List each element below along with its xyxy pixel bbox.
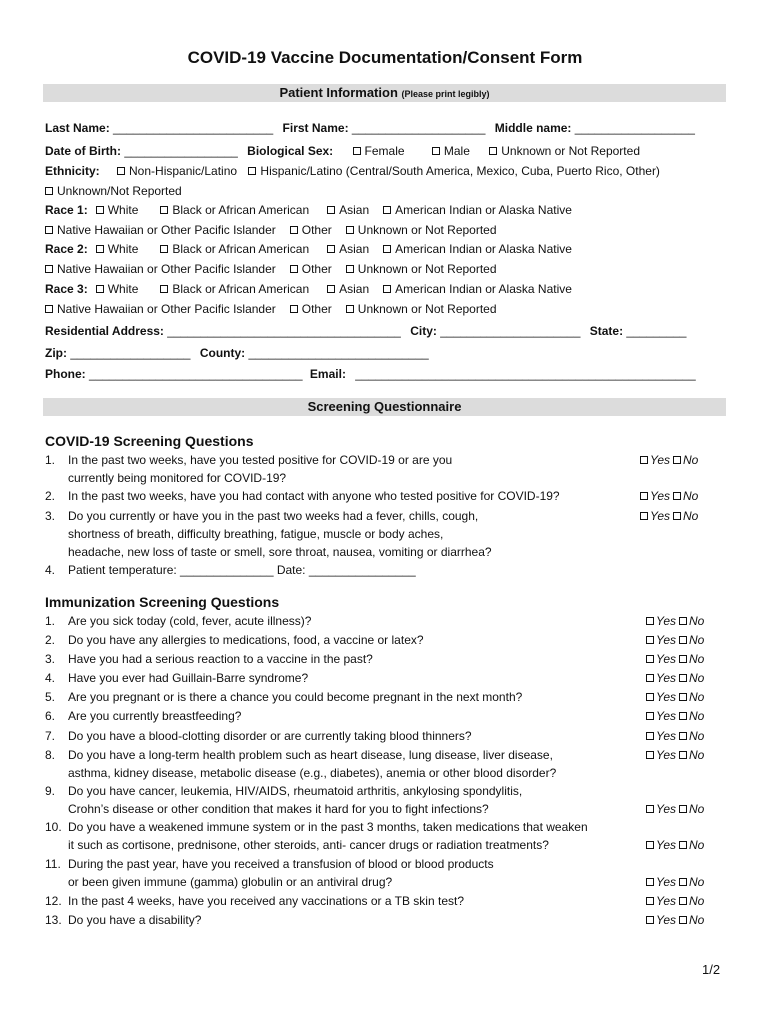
city-label: City: [410,324,437,338]
question-text: Do you have a long-term health problem such as heart disease, lung disease, liver disease, [68,748,553,762]
race-option[interactable] [290,262,332,276]
checkbox-icon [640,456,648,464]
race-option[interactable] [346,223,497,237]
question-text: During the past year, have you received a transfusion of blood or blood products [68,857,494,871]
question-text: or been given immune (gamma) globulin or an antiviral drug? [68,875,393,889]
address-field[interactable]: ___________________________________ [167,324,401,338]
no-option[interactable] [679,802,704,816]
race-option-label: Native Hawaiian or Other Pacific Islander [57,302,276,316]
yes-option[interactable] [640,509,670,523]
ethnicity-option-unknown[interactable] [45,184,182,198]
yes-label: Yes [650,509,671,523]
yes-no-options [646,709,704,723]
yes-label: Yes [656,614,677,628]
yes-label: Yes [656,913,677,927]
checkbox-icon [673,456,681,464]
question-text: Patient temperature: ______________ Date: ________________ [68,563,416,577]
race-option[interactable] [160,203,309,217]
question-text: headache, new loss of taste or smell, sore throat, nausea, vomiting or diarrhea? [68,545,492,559]
race-option[interactable] [45,223,276,237]
ethnicity-option-label: Non-Hispanic/Latino [129,164,238,178]
screening-header-text: Screening Questionnaire [307,399,462,414]
no-label: No [683,509,699,523]
race-option[interactable] [327,203,369,217]
yes-label: Yes [656,748,677,762]
race-option[interactable] [346,262,497,276]
checkbox-icon [383,206,391,214]
checkbox-icon [327,206,335,214]
yes-no-options [646,802,704,816]
checkbox-icon [45,226,53,234]
question-text: Do you currently or have you in the past two weeks had a fever, chills, cough, [68,509,479,523]
yes-label: Yes [656,709,677,723]
checkbox-icon [646,916,654,924]
question-number: 2. [45,633,56,647]
no-label: No [689,875,705,889]
race-option-label: American Indian or Alaska Native [395,203,572,217]
question-number: 4. [45,563,56,577]
no-label: No [689,913,705,927]
race-option-label: Black or African American [172,282,310,296]
race-option[interactable] [290,302,332,316]
race-option-label: Native Hawaiian or Other Pacific Islander [57,262,276,276]
question-number: 9. [45,784,56,798]
yes-option[interactable] [640,489,670,503]
no-label: No [689,671,705,685]
checkbox-icon [646,636,654,644]
yes-option[interactable] [646,633,676,647]
checkbox-icon [646,732,654,740]
yes-label: Yes [656,690,677,704]
first-name-field[interactable]: ____________________ [351,121,486,135]
yes-no-options [640,453,698,467]
checkbox-icon [327,285,335,293]
checkbox-icon [679,751,687,759]
question-text: In the past two weeks, have you tested positive for COVID-19 or are you [68,453,453,467]
race-row [45,242,572,256]
yes-label: Yes [650,453,671,467]
checkbox-icon [346,265,354,273]
yes-option[interactable] [646,748,676,762]
patient-info-header [43,84,726,102]
phone-label: Phone: [45,367,86,381]
ethnicity-option-label: Unknown/Not Reported [57,184,182,198]
question-text: In the past two weeks, have you had contact with anyone who tested positive for COVID-19? [68,489,560,503]
race-option[interactable] [327,242,369,256]
race-option-label: Other [301,223,332,237]
race-option-label: Unknown or Not Reported [357,262,497,276]
covid-section-title: COVID-19 Screening Questions [45,433,254,449]
checkbox-icon [432,147,440,155]
checkbox-icon [679,693,687,701]
question-number: 10. [45,820,62,834]
question-number: 7. [45,729,56,743]
yes-label: Yes [656,802,677,816]
race-label: Race 2: [45,242,88,256]
question-text: In the past 4 weeks, have you received any vaccinations or a TB skin test? [68,894,464,908]
yes-option[interactable] [646,729,676,743]
yes-no-options [646,614,704,628]
email-label: Email: [309,367,346,381]
race-option-label: White [107,242,139,256]
ethnicity-label: Ethnicity: [45,164,100,178]
checkbox-icon [160,245,168,253]
yes-no-options [640,509,698,523]
phone-field[interactable]: ________________________________ [89,367,303,381]
no-option[interactable] [679,709,704,723]
yes-option[interactable] [646,709,676,723]
form-title: COVID-19 Vaccine Documentation/Consent Form [187,48,583,67]
question-text: currently being monitored for COVID-19? [68,471,287,485]
race-option[interactable] [160,242,309,256]
sex-option-label: Male [443,144,470,158]
question-text: Are you pregnant or is there a chance you could become pregnant in the next month? [68,690,523,704]
race-option-label: White [107,203,139,217]
checkbox-icon [290,226,298,234]
yes-no-options [646,875,704,889]
question-number: 11. [45,857,61,871]
checkbox-icon [679,674,687,682]
phone-row [45,367,696,381]
checkbox-icon [290,265,298,273]
race-option-label: Other [301,302,332,316]
checkbox-icon [646,878,654,886]
no-option[interactable] [679,652,704,666]
race-option[interactable] [45,302,276,316]
checkbox-icon [248,167,256,175]
question-number: 3. [45,509,56,523]
county-label: County: [199,346,246,360]
question-text: Have you ever had Guillain-Barre syndrome? [68,671,309,685]
checkbox-icon [327,245,335,253]
question-number: 2. [45,489,56,503]
yes-no-options [646,652,704,666]
sex-option-label: Unknown or Not Reported [501,144,640,158]
no-option[interactable] [673,509,698,523]
checkbox-icon [346,226,354,234]
race-option-label: Black or African American [172,242,310,256]
yes-label: Yes [656,729,677,743]
race-option[interactable] [45,262,276,276]
question-number: 6. [45,709,56,723]
no-option[interactable] [679,614,704,628]
yes-no-options [646,690,704,704]
question-text: Crohn’s disease or other condition that makes it hard for you to fight infections? [68,802,489,816]
no-option[interactable] [679,913,704,927]
yes-option[interactable] [640,453,670,467]
no-label: No [689,633,705,647]
race-label: Race 3: [45,282,88,296]
question-text: Are you sick today (cold, fever, acute illness)? [68,614,312,628]
race-row [45,203,572,217]
question-number: 13. [45,913,62,927]
checkbox-icon [679,732,687,740]
yes-option[interactable] [646,652,676,666]
email-field[interactable]: ___________________________________________________ [355,367,696,381]
race-row-continued [45,262,497,276]
checkbox-icon [160,206,168,214]
race-option-label: Unknown or Not Reported [357,223,497,237]
first-name-label: First Name: [282,121,349,135]
race-option-label: Asian [339,282,370,296]
page-number: 1/2 [702,962,721,977]
race-option-label: Other [301,262,332,276]
last-name-field[interactable]: ________________________ [113,121,274,135]
no-option[interactable] [679,875,704,889]
no-label: No [689,748,705,762]
dob-label: Date of Birth: [45,144,121,158]
checkbox-icon [640,492,648,500]
race-option[interactable] [290,223,332,237]
sex-option-female[interactable] [353,144,405,158]
sex-option-label: Female [364,144,405,158]
yes-option[interactable] [646,838,676,852]
address-label: Residential Address: [45,324,164,338]
checkbox-icon [353,147,361,155]
patient-info-header-text: Patient Information [279,85,398,100]
yes-no-options [646,748,704,762]
no-label: No [689,690,705,704]
checkbox-icon [96,285,104,293]
last-name-label: Last Name: [45,121,110,135]
no-option[interactable] [679,729,704,743]
yes-label: Yes [656,633,677,647]
city-field[interactable]: _____________________ [440,324,581,338]
race-option-label: Native Hawaiian or Other Pacific Islander [57,223,276,237]
yes-option[interactable] [646,690,676,704]
ethnicity-option-label: Hispanic/Latino (Central/South America, Mexico, Cuba, Puerto Rico, Other) [260,164,660,178]
race-option[interactable] [383,203,572,217]
race-option[interactable] [383,282,572,296]
immunization-section-title: Immunization Screening Questions [45,594,280,610]
question-text: Do you have a blood-clotting disorder or are currently taking blood thinners? [68,729,472,743]
checkbox-icon [679,712,687,720]
question-text: Do you have a weakened immune system or in the past 3 months, taken medications that weaken [68,820,588,834]
race-option-label: American Indian or Alaska Native [395,242,572,256]
checkbox-icon [45,265,53,273]
question-number: 8. [45,748,56,762]
middle-name-label: Middle name: [494,121,572,135]
ethnicity-option-hispanic[interactable] [248,164,660,178]
question-text: Do you have cancer, leukemia, HIV/AIDS, rheumatoid arthritis, ankylosing spondylitis, [68,784,523,798]
checkbox-icon [346,305,354,313]
checkbox-icon [679,897,687,905]
yes-option[interactable] [646,802,676,816]
race-option-label: Asian [339,242,370,256]
yes-no-options [646,894,704,908]
dob-field[interactable]: _________________ [124,144,238,158]
sex-option-unknown[interactable] [489,144,640,158]
checkbox-icon [679,878,687,886]
no-label: No [689,652,705,666]
zip-row [45,346,429,360]
question-number: 1. [45,614,56,628]
yes-label: Yes [656,652,677,666]
race-option-label: Unknown or Not Reported [357,302,497,316]
race-option[interactable] [346,302,497,316]
question-number: 5. [45,690,56,704]
race-row-continued [45,302,497,316]
race-option[interactable] [160,282,309,296]
zip-field[interactable]: __________________ [70,346,191,360]
yes-no-options [646,729,704,743]
checkbox-icon [679,617,687,625]
question-text: shortness of breath, difficulty breathing, fatigue, muscle or body aches, [68,527,444,541]
checkbox-icon [679,636,687,644]
no-option[interactable] [679,671,704,685]
state-field[interactable]: _________ [626,324,687,338]
race-option[interactable] [383,242,572,256]
checkbox-icon [646,897,654,905]
checkbox-icon [673,492,681,500]
no-label: No [689,729,705,743]
yes-no-options [646,671,704,685]
checkbox-icon [646,617,654,625]
question-number: 1. [45,453,56,467]
checkbox-icon [679,916,687,924]
yes-no-options [646,913,704,927]
patient-info-header-note: (Please print legibly) [401,89,490,99]
yes-label: Yes [656,838,677,852]
ethnicity-row [45,164,660,178]
no-option[interactable] [679,633,704,647]
yes-option[interactable] [646,671,676,685]
yes-option[interactable] [646,913,676,927]
no-option[interactable] [673,453,698,467]
checkbox-icon [646,805,654,813]
no-option[interactable] [679,894,704,908]
race-option-label: Black or African American [172,203,310,217]
yes-label: Yes [656,894,677,908]
race-option-label: American Indian or Alaska Native [395,282,572,296]
checkbox-icon [96,245,104,253]
checkbox-icon [673,512,681,520]
race-label: Race 1: [45,203,88,217]
checkbox-icon [96,206,104,214]
question-text: Are you currently breastfeeding? [68,709,242,723]
question-number: 4. [45,671,56,685]
no-label: No [683,489,699,503]
zip-label: Zip: [45,346,67,360]
name-row [45,121,695,135]
question-number: 3. [45,652,56,666]
yes-no-options [646,838,704,852]
checkbox-icon [679,841,687,849]
checkbox-icon [160,285,168,293]
yes-no-options [640,489,698,503]
question-text: Do you have a disability? [68,913,202,927]
no-option[interactable] [679,748,704,762]
yes-option[interactable] [646,614,676,628]
checkbox-icon [646,751,654,759]
bio-sex-label: Biological Sex: [247,144,334,158]
no-option[interactable] [679,838,704,852]
race-option-label: Asian [339,203,370,217]
dob-row [45,144,640,158]
checkbox-icon [679,655,687,663]
yes-label: Yes [656,671,677,685]
race-option-label: White [107,282,139,296]
no-label: No [689,614,705,628]
no-option[interactable] [679,690,704,704]
middle-name-field[interactable]: __________________ [574,121,695,135]
checkbox-icon [45,305,53,313]
sex-option-male[interactable] [432,144,470,158]
checkbox-icon [646,674,654,682]
race-row [45,282,572,296]
question-number: 12. [45,894,62,908]
no-label: No [689,802,705,816]
no-label: No [689,894,705,908]
checkbox-icon [489,147,497,155]
checkbox-icon [383,285,391,293]
checkbox-icon [646,655,654,663]
checkbox-icon [640,512,648,520]
race-row-continued [45,223,497,237]
checkbox-icon [646,841,654,849]
yes-option[interactable] [646,894,676,908]
no-option[interactable] [673,489,698,503]
race-option[interactable] [327,282,369,296]
question-text: Do you have any allergies to medications, food, a vaccine or latex? [68,633,424,647]
no-label: No [689,709,705,723]
question-text: Have you had a serious reaction to a vaccine in the past? [68,652,373,666]
question-text: it such as cortisone, prednisone, other steroids, anti- cancer drugs or radiation treatments? [68,838,549,852]
yes-option[interactable] [646,875,676,889]
state-label: State: [589,324,624,338]
race-option[interactable] [96,203,139,217]
checkbox-icon [679,805,687,813]
race-option[interactable] [96,282,139,296]
race-option[interactable] [96,242,139,256]
address-row [45,324,686,338]
checkbox-icon [383,245,391,253]
yes-label: Yes [656,875,677,889]
ethnicity-option-non-hispanic[interactable] [117,164,237,178]
yes-no-options [646,633,704,647]
checkbox-icon [646,712,654,720]
checkbox-icon [45,187,53,195]
checkbox-icon [290,305,298,313]
checkbox-icon [117,167,125,175]
county-field[interactable]: ___________________________ [248,346,429,360]
screening-header [43,398,726,416]
question-text: asthma, kidney disease, metabolic disease (e.g., diabetes), anemia or other blood disorder? [68,766,557,780]
no-label: No [683,453,699,467]
checkbox-icon [646,693,654,701]
no-label: No [689,838,705,852]
yes-label: Yes [650,489,671,503]
